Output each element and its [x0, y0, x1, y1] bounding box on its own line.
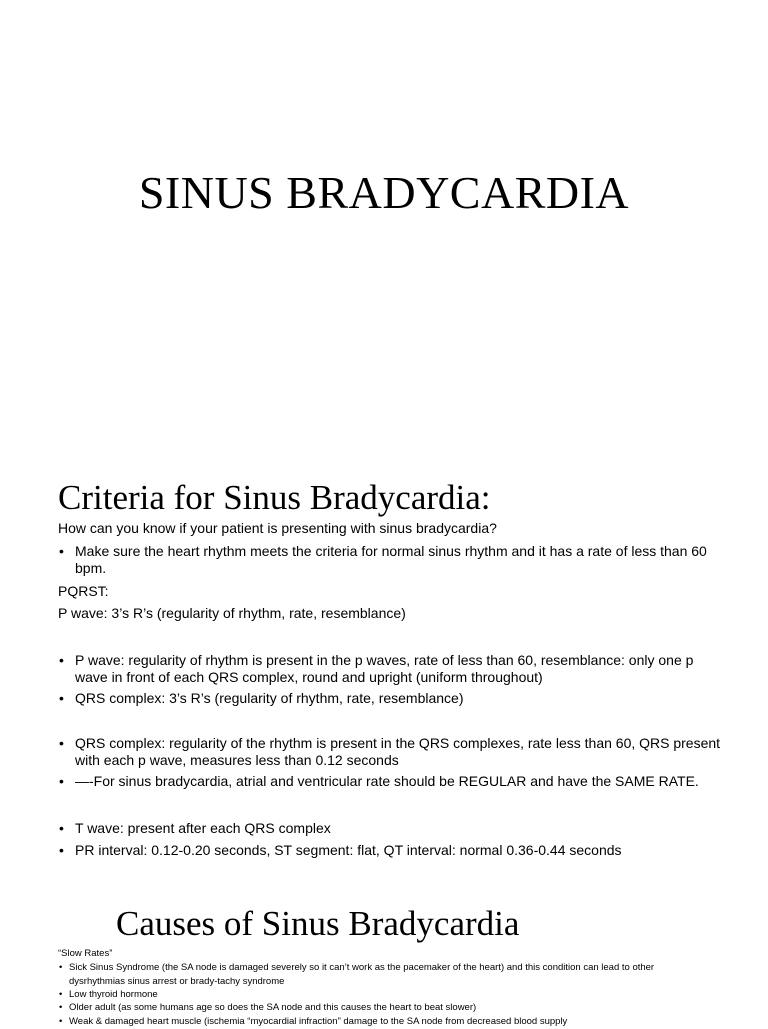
criteria-heading: Criteria for Sinus Bradycardia:: [58, 478, 491, 517]
bullet-text: PR interval: 0.12-0.20 seconds, ST segment: flat, QT interval: normal 0.36-0.44 seconds: [75, 842, 622, 858]
bullet-marker: •: [59, 543, 64, 559]
causes-bullet: [59, 1015, 709, 1029]
criteria-bullet: [59, 690, 725, 707]
bullet-text: Older adult (as some humans age so does the SA node and this causes the heart to beat slower): [69, 1002, 477, 1013]
criteria-bullet: [59, 735, 725, 769]
bullet-text: Make sure the heart rhythm meets the criteria for normal sinus rhythm and it has a rate of less than 60 bpm.: [75, 543, 707, 576]
bullet-text: T wave: present after each QRS complex: [75, 820, 331, 836]
causes-bullet: [59, 961, 709, 988]
bullet-text: P wave: regularity of rhythm is present in the p waves, rate of less than 60, resemblance: only one p wave in front of each QRS complex, round and upright (uniform throughout): [75, 652, 694, 685]
causes-bullet: [59, 988, 709, 1002]
bullet-marker: •: [59, 652, 64, 668]
criteria-bullet: [59, 842, 725, 859]
criteria-bullet: [59, 543, 725, 577]
bullet-text: Weak & damaged heart muscle (ischemia “myocardial infraction” damage to the SA node from decreased blood supply: [69, 1016, 568, 1027]
bullet-marker: •: [59, 820, 64, 836]
p-wave-line: P wave: 3’s R’s (regularity of rhythm, rate, resemblance): [58, 605, 406, 621]
criteria-intro: How can you know if your patient is presenting with sinus bradycardia?: [58, 520, 497, 536]
bullet-marker: •: [59, 773, 64, 789]
bullet-text: QRS complex: 3’s R’s (regularity of rhythm, rate, resemblance): [75, 690, 464, 706]
bullet-marker: •: [59, 1002, 63, 1013]
pqrst-label: PQRST:: [58, 583, 109, 599]
criteria-bullet: [59, 773, 725, 790]
bullet-marker: •: [59, 962, 63, 973]
causes-bullet: [59, 1001, 709, 1015]
bullet-text: Sick Sinus Syndrome (the SA node is damaged severely so it can’t work as the pacemaker of the heart) and this condition can lead to other dysrhythmias sinus arrest or brady-tachy syndrome: [69, 962, 655, 987]
bullet-text: Low thyroid hormone: [69, 989, 158, 1000]
bullet-marker: •: [59, 690, 64, 706]
bullet-marker: •: [59, 1016, 63, 1027]
causes-intro: “Slow Rates”: [58, 948, 113, 959]
bullet-text: QRS complex: regularity of the rhythm is present in the QRS complexes, rate less than 60, QRS present with each p wave, measures less than 0.12 seconds: [75, 735, 721, 768]
criteria-bullet: [59, 652, 725, 686]
bullet-marker: •: [59, 735, 64, 751]
causes-heading: Causes of Sinus Bradycardia: [116, 904, 520, 943]
bullet-marker: •: [59, 842, 64, 858]
bullet-marker: •: [59, 989, 63, 1000]
bullet-text: —-For sinus bradycardia, atrial and ventricular rate should be REGULAR and have the SAME RATE.: [75, 773, 699, 789]
criteria-bullet: [59, 820, 725, 837]
page-title: SINUS BRADYCARDIA: [138, 167, 630, 218]
